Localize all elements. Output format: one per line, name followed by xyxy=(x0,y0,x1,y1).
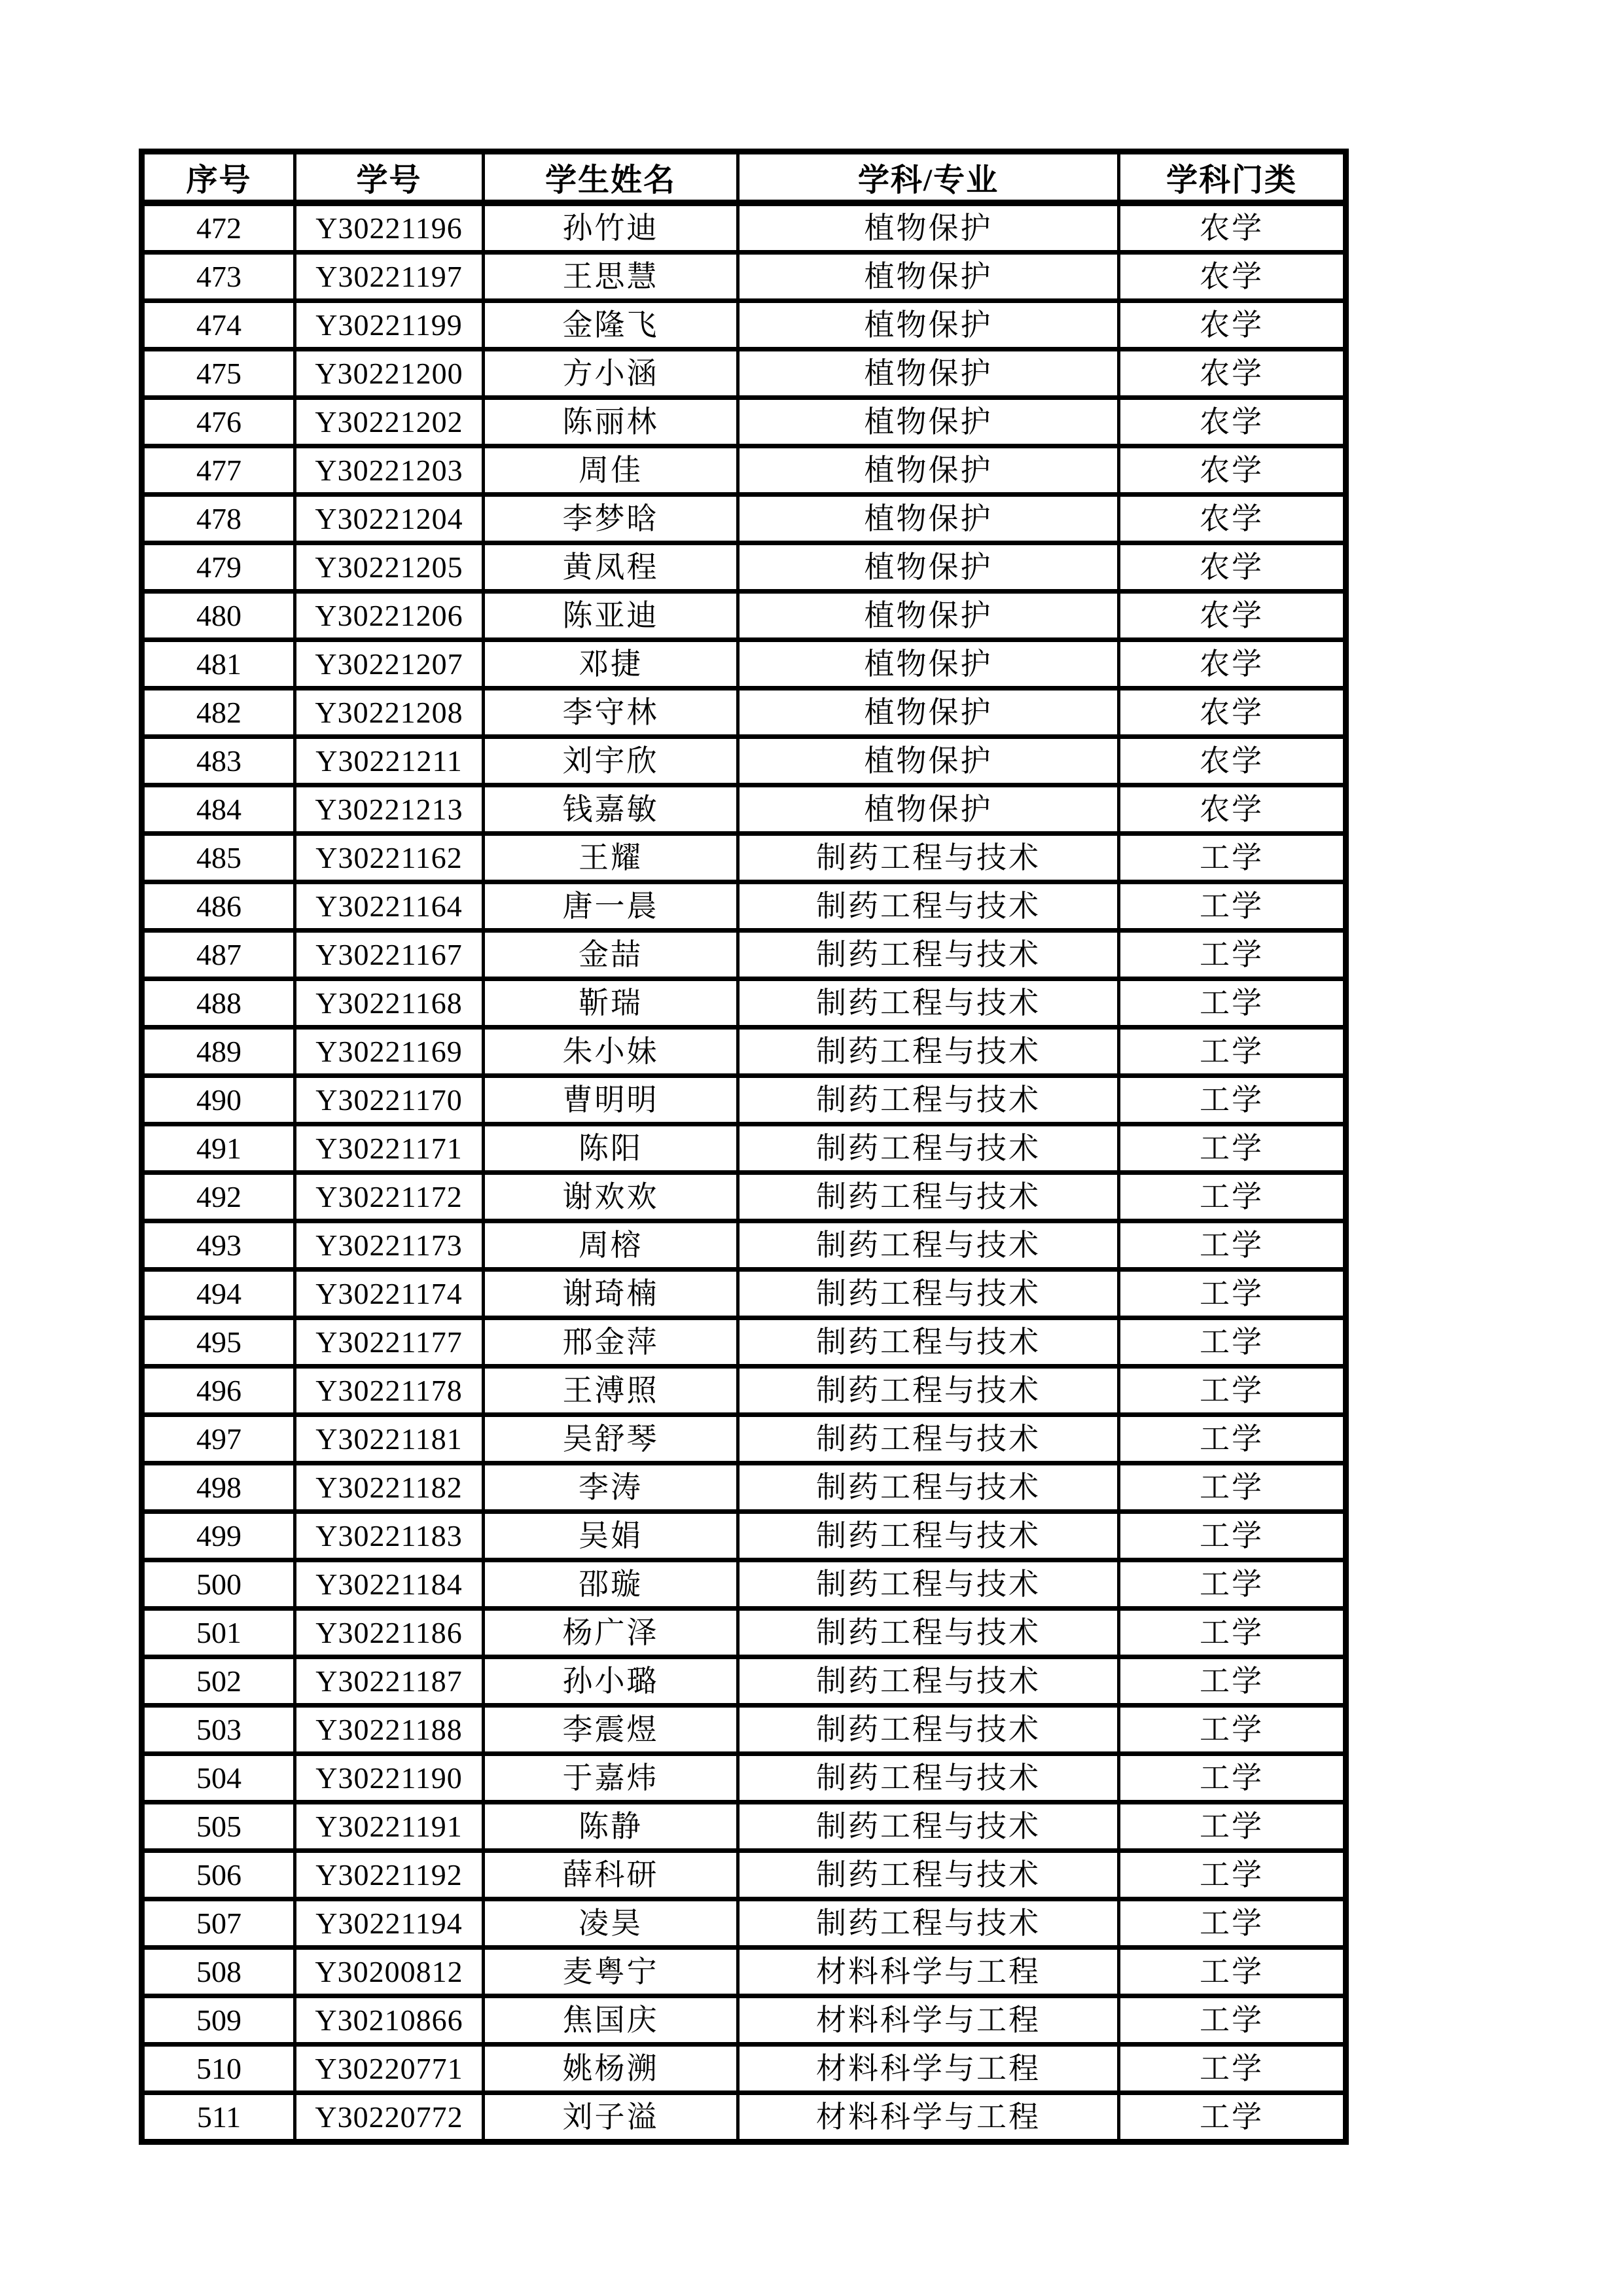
table-row xyxy=(142,689,1346,737)
cell-major: 制药工程与技术 xyxy=(738,1560,1119,1609)
cell-student-name: 凌昊 xyxy=(484,1899,738,1948)
cell-student-name: 李梦晗 xyxy=(484,495,738,543)
table-row xyxy=(142,301,1346,350)
cell-index: 495 xyxy=(142,1318,295,1367)
cell-student-name: 靳瑞 xyxy=(484,979,738,1028)
cell-student-id: Y30221181 xyxy=(295,1415,484,1463)
cell-category: 农学 xyxy=(1119,253,1346,301)
table-row xyxy=(142,398,1346,446)
cell-student-id: Y30221174 xyxy=(295,1270,484,1318)
cell-student-name: 唐一晨 xyxy=(484,882,738,931)
cell-major: 植物保护 xyxy=(738,785,1119,834)
cell-category: 农学 xyxy=(1119,543,1346,592)
cell-student-id: Y30221196 xyxy=(295,203,484,253)
table-body xyxy=(142,203,1346,2142)
cell-student-name: 刘宇欣 xyxy=(484,737,738,785)
cell-major: 植物保护 xyxy=(738,446,1119,495)
cell-category: 工学 xyxy=(1119,1221,1346,1270)
table-row xyxy=(142,1367,1346,1415)
cell-major: 材料科学与工程 xyxy=(738,1996,1119,2045)
cell-student-id: Y30221194 xyxy=(295,1899,484,1948)
cell-index: 494 xyxy=(142,1270,295,1318)
cell-category: 工学 xyxy=(1119,1463,1346,1512)
cell-student-name: 金隆飞 xyxy=(484,301,738,350)
cell-student-id: Y30221205 xyxy=(295,543,484,592)
table-row xyxy=(142,1463,1346,1512)
cell-category: 工学 xyxy=(1119,1706,1346,1754)
cell-index: 473 xyxy=(142,253,295,301)
table-row xyxy=(142,1270,1346,1318)
table-row xyxy=(142,785,1346,834)
cell-category: 工学 xyxy=(1119,1609,1346,1657)
cell-major: 植物保护 xyxy=(738,543,1119,592)
cell-student-name: 孙小璐 xyxy=(484,1657,738,1706)
cell-student-name: 王溥照 xyxy=(484,1367,738,1415)
cell-student-name: 陈静 xyxy=(484,1803,738,1851)
cell-index: 475 xyxy=(142,350,295,398)
cell-student-id: Y30221162 xyxy=(295,834,484,882)
cell-major: 制药工程与技术 xyxy=(738,1512,1119,1560)
cell-student-id: Y30221169 xyxy=(295,1028,484,1076)
cell-category: 工学 xyxy=(1119,1512,1346,1560)
table-row xyxy=(142,1028,1346,1076)
cell-student-name: 方小涵 xyxy=(484,350,738,398)
cell-major: 制药工程与技术 xyxy=(738,1851,1119,1899)
table-row xyxy=(142,495,1346,543)
cell-student-name: 李涛 xyxy=(484,1463,738,1512)
table-row xyxy=(142,1560,1346,1609)
header-row xyxy=(142,152,1346,204)
cell-student-id: Y30221202 xyxy=(295,398,484,446)
cell-student-name: 邵璇 xyxy=(484,1560,738,1609)
cell-index: 483 xyxy=(142,737,295,785)
cell-major: 植物保护 xyxy=(738,689,1119,737)
table-row xyxy=(142,1318,1346,1367)
cell-index: 509 xyxy=(142,1996,295,2045)
table-row xyxy=(142,1415,1346,1463)
table-row xyxy=(142,2045,1346,2093)
cell-student-name: 谢欢欢 xyxy=(484,1173,738,1221)
cell-category: 农学 xyxy=(1119,350,1346,398)
cell-student-name: 李守林 xyxy=(484,689,738,737)
cell-index: 505 xyxy=(142,1803,295,1851)
table-row xyxy=(142,1899,1346,1948)
cell-category: 农学 xyxy=(1119,592,1346,640)
column-header-major: 学科/专业 xyxy=(738,152,1119,204)
cell-major: 制药工程与技术 xyxy=(738,931,1119,979)
table-row xyxy=(142,1221,1346,1270)
cell-index: 498 xyxy=(142,1463,295,1512)
column-header-category: 学科门类 xyxy=(1119,152,1346,204)
cell-category: 工学 xyxy=(1119,1318,1346,1367)
cell-category: 工学 xyxy=(1119,834,1346,882)
cell-category: 农学 xyxy=(1119,737,1346,785)
cell-index: 493 xyxy=(142,1221,295,1270)
cell-student-name: 麦粤宁 xyxy=(484,1948,738,1996)
cell-student-name: 刘子溢 xyxy=(484,2093,738,2142)
table-row xyxy=(142,2093,1346,2142)
cell-student-id: Y30221172 xyxy=(295,1173,484,1221)
cell-index: 480 xyxy=(142,592,295,640)
cell-major: 制药工程与技术 xyxy=(738,1221,1119,1270)
cell-index: 484 xyxy=(142,785,295,834)
cell-index: 504 xyxy=(142,1754,295,1803)
cell-index: 507 xyxy=(142,1899,295,1948)
table-row xyxy=(142,979,1346,1028)
table-row xyxy=(142,1996,1346,2045)
cell-category: 农学 xyxy=(1119,446,1346,495)
cell-major: 植物保护 xyxy=(738,203,1119,253)
cell-index: 479 xyxy=(142,543,295,592)
cell-category: 工学 xyxy=(1119,1270,1346,1318)
cell-major: 植物保护 xyxy=(738,495,1119,543)
cell-major: 植物保护 xyxy=(738,640,1119,689)
cell-category: 工学 xyxy=(1119,979,1346,1028)
cell-student-name: 谢琦楠 xyxy=(484,1270,738,1318)
cell-student-id: Y30221188 xyxy=(295,1706,484,1754)
cell-category: 农学 xyxy=(1119,301,1346,350)
cell-student-id: Y30221197 xyxy=(295,253,484,301)
cell-student-id: Y30221168 xyxy=(295,979,484,1028)
cell-category: 农学 xyxy=(1119,640,1346,689)
cell-major: 制药工程与技术 xyxy=(738,979,1119,1028)
cell-category: 工学 xyxy=(1119,1415,1346,1463)
table-row xyxy=(142,446,1346,495)
cell-major: 材料科学与工程 xyxy=(738,1948,1119,1996)
table-row xyxy=(142,1754,1346,1803)
cell-category: 工学 xyxy=(1119,1754,1346,1803)
cell-index: 500 xyxy=(142,1560,295,1609)
cell-category: 工学 xyxy=(1119,2093,1346,2142)
cell-index: 499 xyxy=(142,1512,295,1560)
cell-student-name: 焦国庆 xyxy=(484,1996,738,2045)
cell-student-id: Y30200812 xyxy=(295,1948,484,1996)
cell-index: 496 xyxy=(142,1367,295,1415)
cell-student-name: 陈丽林 xyxy=(484,398,738,446)
cell-category: 工学 xyxy=(1119,2045,1346,2093)
cell-student-name: 于嘉炜 xyxy=(484,1754,738,1803)
cell-student-name: 周榕 xyxy=(484,1221,738,1270)
cell-index: 474 xyxy=(142,301,295,350)
cell-index: 508 xyxy=(142,1948,295,1996)
cell-category: 工学 xyxy=(1119,882,1346,931)
cell-student-id: Y30221199 xyxy=(295,301,484,350)
cell-major: 制药工程与技术 xyxy=(738,1415,1119,1463)
table-row xyxy=(142,931,1346,979)
cell-index: 497 xyxy=(142,1415,295,1463)
cell-major: 植物保护 xyxy=(738,253,1119,301)
cell-student-name: 钱嘉敏 xyxy=(484,785,738,834)
cell-index: 503 xyxy=(142,1706,295,1754)
cell-student-id: Y30220771 xyxy=(295,2045,484,2093)
cell-category: 农学 xyxy=(1119,203,1346,253)
cell-student-id: Y30221190 xyxy=(295,1754,484,1803)
cell-student-id: Y30221183 xyxy=(295,1512,484,1560)
table-row xyxy=(142,1657,1346,1706)
cell-student-name: 邢金萍 xyxy=(484,1318,738,1367)
cell-student-id: Y30221203 xyxy=(295,446,484,495)
table-row xyxy=(142,1512,1346,1560)
cell-student-id: Y30221200 xyxy=(295,350,484,398)
cell-major: 植物保护 xyxy=(738,398,1119,446)
cell-index: 489 xyxy=(142,1028,295,1076)
cell-student-id: Y30221192 xyxy=(295,1851,484,1899)
cell-major: 制药工程与技术 xyxy=(738,1609,1119,1657)
cell-major: 植物保护 xyxy=(738,737,1119,785)
cell-major: 制药工程与技术 xyxy=(738,1803,1119,1851)
column-header-student-id: 学号 xyxy=(295,152,484,204)
cell-category: 农学 xyxy=(1119,495,1346,543)
cell-student-id: Y30221208 xyxy=(295,689,484,737)
table-row xyxy=(142,203,1346,253)
cell-student-id: Y30221186 xyxy=(295,1609,484,1657)
cell-category: 工学 xyxy=(1119,931,1346,979)
cell-student-id: Y30221206 xyxy=(295,592,484,640)
cell-major: 制药工程与技术 xyxy=(738,882,1119,931)
cell-student-id: Y30221164 xyxy=(295,882,484,931)
cell-index: 501 xyxy=(142,1609,295,1657)
cell-student-name: 薛科研 xyxy=(484,1851,738,1899)
table-row xyxy=(142,882,1346,931)
cell-student-name: 姚杨溯 xyxy=(484,2045,738,2093)
cell-category: 工学 xyxy=(1119,1076,1346,1124)
cell-index: 511 xyxy=(142,2093,295,2142)
table-row xyxy=(142,1609,1346,1657)
cell-index: 491 xyxy=(142,1124,295,1173)
cell-index: 478 xyxy=(142,495,295,543)
cell-student-name: 金喆 xyxy=(484,931,738,979)
cell-index: 485 xyxy=(142,834,295,882)
cell-major: 制药工程与技术 xyxy=(738,1076,1119,1124)
cell-student-name: 陈阳 xyxy=(484,1124,738,1173)
cell-major: 制药工程与技术 xyxy=(738,834,1119,882)
table-row xyxy=(142,640,1346,689)
table-row xyxy=(142,834,1346,882)
cell-index: 487 xyxy=(142,931,295,979)
table-row xyxy=(142,1803,1346,1851)
table-row xyxy=(142,350,1346,398)
table-row xyxy=(142,1851,1346,1899)
cell-student-id: Y30221213 xyxy=(295,785,484,834)
cell-major: 制药工程与技术 xyxy=(738,1657,1119,1706)
cell-index: 492 xyxy=(142,1173,295,1221)
cell-student-id: Y30221170 xyxy=(295,1076,484,1124)
cell-category: 农学 xyxy=(1119,689,1346,737)
cell-category: 工学 xyxy=(1119,1124,1346,1173)
cell-student-id: Y30210866 xyxy=(295,1996,484,2045)
cell-major: 制药工程与技术 xyxy=(738,1754,1119,1803)
column-header-index: 序号 xyxy=(142,152,295,204)
cell-student-id: Y30221178 xyxy=(295,1367,484,1415)
cell-student-id: Y30220772 xyxy=(295,2093,484,2142)
cell-major: 制药工程与技术 xyxy=(738,1463,1119,1512)
cell-student-id: Y30221167 xyxy=(295,931,484,979)
cell-category: 工学 xyxy=(1119,1899,1346,1948)
cell-student-name: 周佳 xyxy=(484,446,738,495)
student-roster-table xyxy=(139,149,1349,2145)
cell-student-name: 邓捷 xyxy=(484,640,738,689)
cell-index: 481 xyxy=(142,640,295,689)
cell-student-name: 吴娟 xyxy=(484,1512,738,1560)
cell-major: 植物保护 xyxy=(738,350,1119,398)
cell-student-name: 李震煜 xyxy=(484,1706,738,1754)
cell-major: 植物保护 xyxy=(738,592,1119,640)
cell-category: 工学 xyxy=(1119,1996,1346,2045)
cell-major: 制药工程与技术 xyxy=(738,1706,1119,1754)
cell-category: 农学 xyxy=(1119,398,1346,446)
cell-student-id: Y30221184 xyxy=(295,1560,484,1609)
table-row xyxy=(142,1948,1346,1996)
cell-category: 工学 xyxy=(1119,1948,1346,1996)
cell-student-name: 孙竹迪 xyxy=(484,203,738,253)
cell-student-name: 朱小妹 xyxy=(484,1028,738,1076)
cell-student-name: 王思慧 xyxy=(484,253,738,301)
cell-index: 472 xyxy=(142,203,295,253)
cell-major: 制药工程与技术 xyxy=(738,1367,1119,1415)
cell-student-name: 曹明明 xyxy=(484,1076,738,1124)
cell-index: 506 xyxy=(142,1851,295,1899)
cell-category: 工学 xyxy=(1119,1560,1346,1609)
cell-student-id: Y30221182 xyxy=(295,1463,484,1512)
table-row xyxy=(142,1124,1346,1173)
table-row xyxy=(142,592,1346,640)
cell-student-name: 吴舒琴 xyxy=(484,1415,738,1463)
cell-student-name: 黄凤程 xyxy=(484,543,738,592)
cell-student-id: Y30221207 xyxy=(295,640,484,689)
cell-student-id: Y30221191 xyxy=(295,1803,484,1851)
cell-major: 材料科学与工程 xyxy=(738,2045,1119,2093)
cell-category: 工学 xyxy=(1119,1367,1346,1415)
cell-student-id: Y30221204 xyxy=(295,495,484,543)
cell-student-id: Y30221211 xyxy=(295,737,484,785)
cell-major: 制药工程与技术 xyxy=(738,1173,1119,1221)
cell-index: 502 xyxy=(142,1657,295,1706)
cell-index: 488 xyxy=(142,979,295,1028)
cell-student-id: Y30221171 xyxy=(295,1124,484,1173)
cell-student-name: 王耀 xyxy=(484,834,738,882)
cell-index: 482 xyxy=(142,689,295,737)
cell-major: 制药工程与技术 xyxy=(738,1318,1119,1367)
table-row xyxy=(142,737,1346,785)
table-row xyxy=(142,253,1346,301)
cell-category: 农学 xyxy=(1119,785,1346,834)
cell-category: 工学 xyxy=(1119,1851,1346,1899)
cell-major: 植物保护 xyxy=(738,301,1119,350)
cell-index: 510 xyxy=(142,2045,295,2093)
cell-index: 490 xyxy=(142,1076,295,1124)
cell-student-name: 陈亚迪 xyxy=(484,592,738,640)
cell-index: 486 xyxy=(142,882,295,931)
cell-major: 制药工程与技术 xyxy=(738,1270,1119,1318)
cell-category: 工学 xyxy=(1119,1803,1346,1851)
column-header-student-name: 学生姓名 xyxy=(484,152,738,204)
cell-index: 476 xyxy=(142,398,295,446)
cell-major: 制药工程与技术 xyxy=(738,1028,1119,1076)
table-row xyxy=(142,1706,1346,1754)
cell-index: 477 xyxy=(142,446,295,495)
cell-major: 制药工程与技术 xyxy=(738,1899,1119,1948)
table-row xyxy=(142,1076,1346,1124)
table-row xyxy=(142,1173,1346,1221)
cell-student-id: Y30221187 xyxy=(295,1657,484,1706)
cell-category: 工学 xyxy=(1119,1028,1346,1076)
cell-student-id: Y30221173 xyxy=(295,1221,484,1270)
cell-category: 工学 xyxy=(1119,1173,1346,1221)
cell-major: 材料科学与工程 xyxy=(738,2093,1119,2142)
cell-student-id: Y30221177 xyxy=(295,1318,484,1367)
cell-category: 工学 xyxy=(1119,1657,1346,1706)
table-row xyxy=(142,543,1346,592)
cell-major: 制药工程与技术 xyxy=(738,1124,1119,1173)
cell-student-name: 杨广泽 xyxy=(484,1609,738,1657)
